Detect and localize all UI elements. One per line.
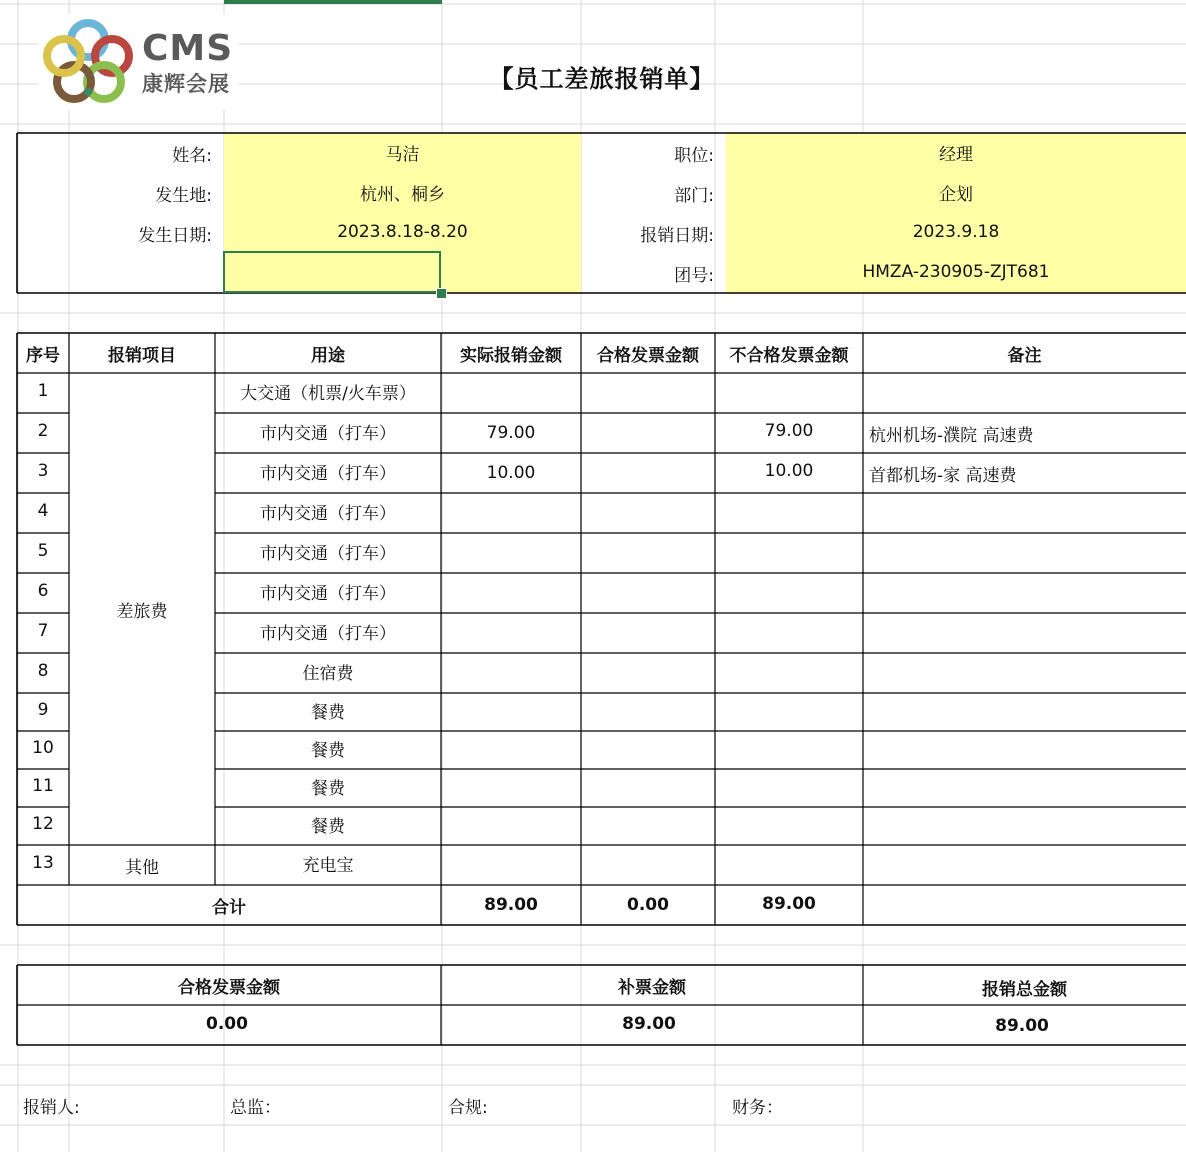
date-label: 发生日期: bbox=[138, 225, 212, 246]
row-use[interactable]: 住宿费 bbox=[302, 663, 354, 684]
row-invalid[interactable] bbox=[715, 611, 863, 651]
row-actual[interactable]: 79.00 bbox=[486, 423, 536, 443]
name-value[interactable]: 马洁 bbox=[385, 144, 420, 165]
selected-cell[interactable] bbox=[223, 251, 441, 293]
row-actual[interactable] bbox=[441, 731, 581, 769]
summary-supp-value[interactable]: 89.00 bbox=[622, 1014, 676, 1034]
row-use[interactable]: 大交通（机票/火车票） bbox=[240, 383, 416, 404]
row-invalid[interactable] bbox=[715, 805, 863, 843]
row-use[interactable]: 充电宝 bbox=[302, 855, 354, 876]
row-note[interactable] bbox=[863, 613, 1186, 653]
row-note[interactable] bbox=[863, 493, 1186, 533]
group-label: 团号: bbox=[674, 265, 714, 286]
position-value[interactable]: 经理 bbox=[939, 144, 973, 165]
row-actual[interactable] bbox=[441, 613, 581, 653]
total-invalid[interactable]: 89.00 bbox=[762, 894, 816, 914]
row-use[interactable]: 市内交通（打车） bbox=[260, 503, 396, 524]
row-no[interactable]: 11 bbox=[32, 776, 54, 796]
header-use: 用途 bbox=[311, 345, 345, 366]
row-invalid[interactable] bbox=[715, 371, 863, 411]
column-selection-indicator bbox=[224, 0, 442, 4]
row-actual[interactable] bbox=[441, 845, 581, 885]
row-use[interactable]: 市内交通（打车） bbox=[260, 463, 396, 484]
row-invalid[interactable] bbox=[715, 729, 863, 767]
row-note[interactable] bbox=[863, 653, 1186, 693]
row-valid[interactable] bbox=[581, 613, 715, 653]
sign-compliance: 合规: bbox=[448, 1097, 488, 1118]
row-invalid[interactable]: 10.00 bbox=[764, 461, 814, 481]
row-valid[interactable] bbox=[581, 693, 715, 731]
row-note[interactable] bbox=[863, 807, 1186, 845]
header-invalid: 不合格发票金额 bbox=[729, 345, 849, 366]
row-valid[interactable] bbox=[581, 493, 715, 533]
row-note[interactable] bbox=[863, 731, 1186, 769]
row-no[interactable]: 7 bbox=[37, 621, 49, 641]
row-no[interactable]: 8 bbox=[37, 661, 49, 681]
total-actual[interactable]: 89.00 bbox=[484, 895, 538, 915]
row-invalid[interactable] bbox=[715, 843, 863, 883]
row-no[interactable]: 12 bbox=[32, 814, 54, 834]
position-label: 职位: bbox=[674, 145, 714, 166]
row-no[interactable]: 13 bbox=[32, 853, 54, 873]
header-actual: 实际报销金额 bbox=[460, 345, 562, 366]
fill-handle[interactable] bbox=[436, 288, 447, 299]
reimb-date-value[interactable]: 2023.9.18 bbox=[912, 222, 1000, 242]
row-use[interactable]: 市内交通（打车） bbox=[260, 623, 396, 644]
row-note[interactable] bbox=[863, 769, 1186, 807]
row-no[interactable]: 10 bbox=[32, 738, 54, 758]
row-note[interactable]: 杭州机场-濮院 高速费 bbox=[869, 425, 1034, 446]
logo-abbr: CMS bbox=[142, 28, 234, 69]
row-use[interactable]: 市内交通（打车） bbox=[260, 583, 396, 604]
logo-company-name: 康辉会展 bbox=[142, 72, 230, 96]
reimb-date-label: 报销日期: bbox=[640, 225, 714, 246]
row-invalid[interactable] bbox=[715, 491, 863, 531]
row-valid[interactable] bbox=[581, 453, 715, 493]
row-no[interactable]: 6 bbox=[37, 581, 49, 601]
category-other[interactable]: 其他 bbox=[125, 857, 159, 878]
row-actual[interactable]: 10.00 bbox=[486, 463, 536, 483]
row-actual[interactable] bbox=[441, 533, 581, 573]
row-actual[interactable] bbox=[441, 373, 581, 413]
row-valid[interactable] bbox=[581, 373, 715, 413]
header-item: 报销项目 bbox=[108, 345, 176, 366]
summary-valid-value[interactable]: 0.00 bbox=[206, 1014, 248, 1034]
name-label: 姓名: bbox=[172, 145, 212, 166]
row-no[interactable]: 9 bbox=[37, 700, 49, 720]
sign-reimburser: 报销人: bbox=[23, 1097, 80, 1118]
row-note[interactable] bbox=[863, 573, 1186, 613]
row-use[interactable]: 餐费 bbox=[311, 702, 345, 723]
row-invalid[interactable]: 79.00 bbox=[764, 421, 814, 441]
row-valid[interactable] bbox=[581, 533, 715, 573]
row-no[interactable]: 2 bbox=[37, 421, 49, 441]
row-note[interactable] bbox=[863, 373, 1186, 413]
dept-label: 部门: bbox=[674, 185, 714, 206]
row-invalid[interactable] bbox=[715, 531, 863, 571]
row-valid[interactable] bbox=[581, 807, 715, 845]
row-valid[interactable] bbox=[581, 573, 715, 613]
row-no[interactable]: 1 bbox=[37, 381, 49, 401]
row-no[interactable]: 4 bbox=[37, 501, 49, 521]
row-note[interactable] bbox=[863, 693, 1186, 731]
row-use[interactable]: 市内交通（打车） bbox=[260, 543, 396, 564]
row-invalid[interactable] bbox=[715, 571, 863, 611]
row-no[interactable]: 5 bbox=[37, 541, 49, 561]
summary-supp-label: 补票金额 bbox=[618, 977, 686, 998]
header-valid: 合格发票金额 bbox=[597, 345, 699, 366]
header-note: 备注 bbox=[1007, 345, 1042, 366]
row-use[interactable]: 餐费 bbox=[311, 778, 345, 799]
row-note[interactable] bbox=[863, 533, 1186, 573]
category-travel[interactable]: 差旅费 bbox=[116, 601, 168, 622]
row-use[interactable]: 餐费 bbox=[311, 816, 345, 837]
row-actual[interactable] bbox=[441, 573, 581, 613]
row-note[interactable]: 首都机场-家 高速费 bbox=[869, 465, 1017, 486]
dept-value[interactable]: 企划 bbox=[939, 184, 973, 205]
row-actual[interactable] bbox=[441, 693, 581, 731]
row-invalid[interactable] bbox=[715, 691, 863, 729]
total-label: 合计 bbox=[212, 897, 246, 918]
row-valid[interactable] bbox=[581, 769, 715, 807]
summary-total-label: 报销总金额 bbox=[982, 979, 1067, 1000]
row-use[interactable]: 市内交通（打车） bbox=[260, 423, 396, 444]
row-actual[interactable] bbox=[441, 769, 581, 807]
row-actual[interactable] bbox=[441, 493, 581, 533]
summary-valid-label: 合格发票金额 bbox=[178, 977, 280, 998]
row-valid[interactable] bbox=[581, 845, 715, 885]
row-actual[interactable] bbox=[441, 653, 581, 693]
company-logo bbox=[38, 14, 238, 110]
sign-finance: 财务： bbox=[732, 1097, 783, 1118]
row-note[interactable] bbox=[863, 845, 1186, 885]
row-invalid[interactable] bbox=[715, 767, 863, 805]
sign-director: 总监： bbox=[230, 1097, 281, 1118]
row-invalid[interactable] bbox=[715, 651, 863, 691]
row-actual[interactable] bbox=[441, 807, 581, 845]
row-valid[interactable] bbox=[581, 731, 715, 769]
form-title: 【员工差旅报销单】 bbox=[489, 64, 715, 93]
row-valid[interactable] bbox=[581, 653, 715, 693]
flower-logo-icon bbox=[38, 14, 138, 110]
place-value[interactable]: 杭州、桐乡 bbox=[360, 184, 445, 205]
place-label: 发生地: bbox=[155, 185, 212, 206]
date-value[interactable]: 2023.8.18-8.20 bbox=[337, 222, 468, 242]
row-no[interactable]: 3 bbox=[37, 461, 49, 481]
row-valid[interactable] bbox=[581, 413, 715, 453]
summary-total-value[interactable]: 89.00 bbox=[995, 1016, 1049, 1036]
header-no: 序号 bbox=[26, 345, 60, 366]
total-valid[interactable]: 0.00 bbox=[627, 895, 669, 915]
group-value[interactable]: HMZA-230905-ZJT681 bbox=[862, 262, 1050, 282]
row-use[interactable]: 餐费 bbox=[311, 740, 345, 761]
